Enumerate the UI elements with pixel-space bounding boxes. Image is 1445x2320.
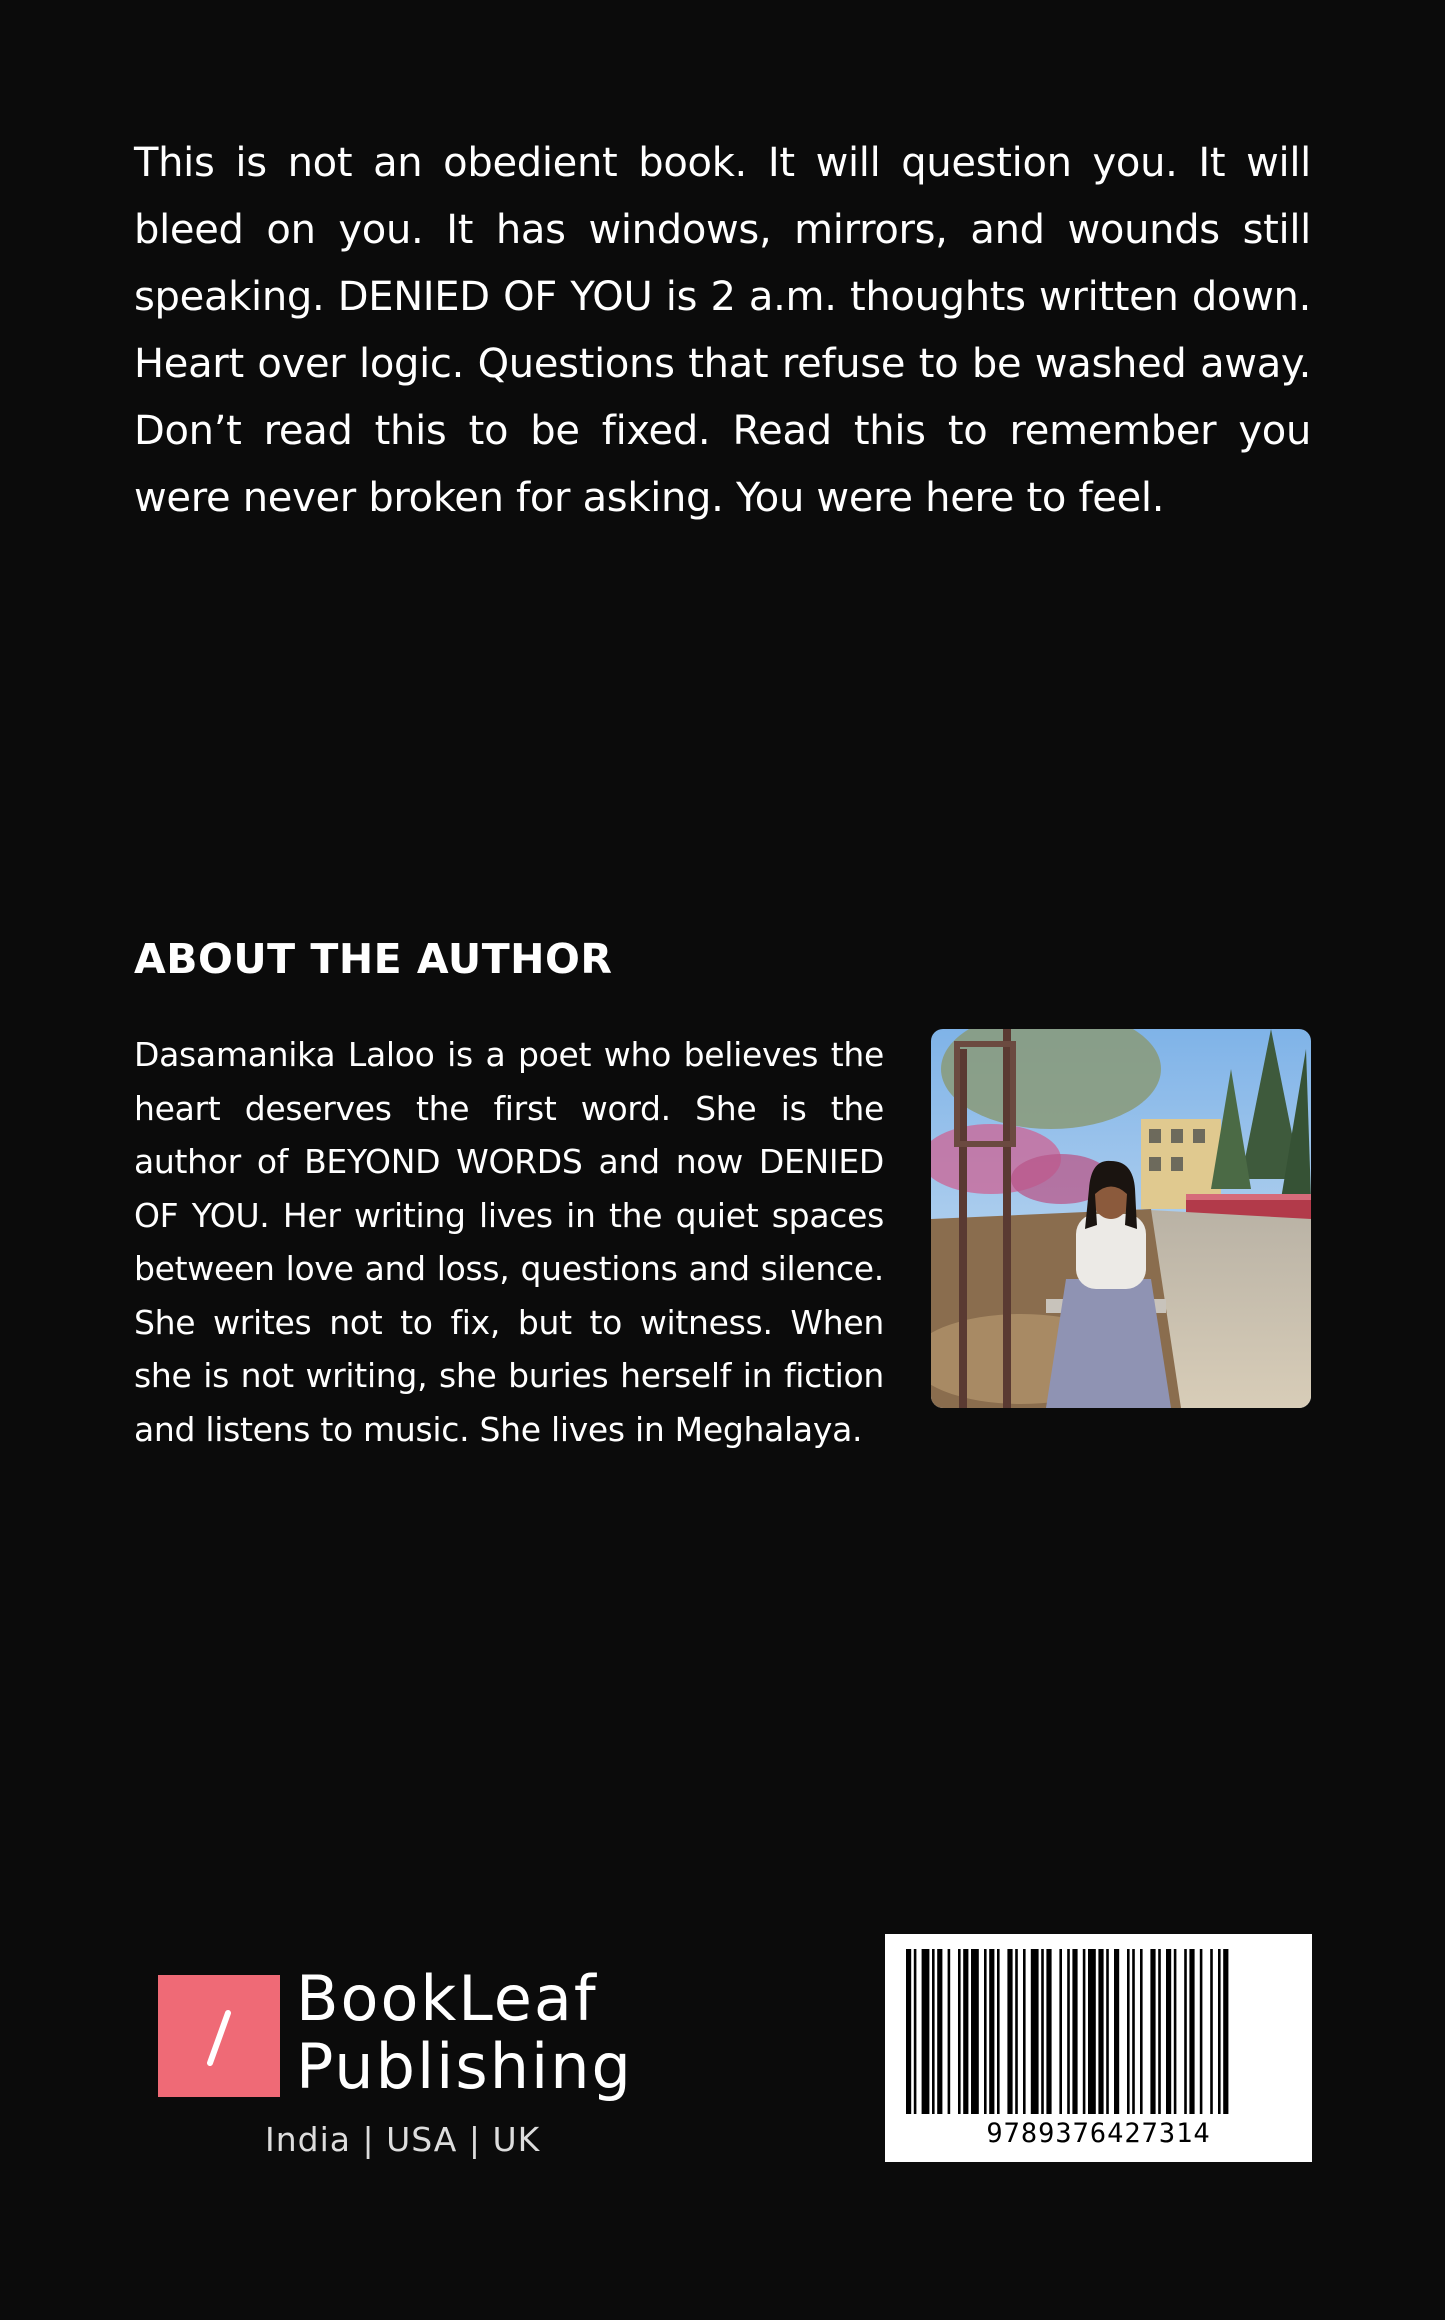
author-photo — [931, 1029, 1311, 1408]
slash-logo-icon — [158, 1975, 280, 2097]
publisher-name — [296, 1962, 633, 2103]
publisher-name-line2: Publishing — [296, 2030, 633, 2103]
isbn-number: 9789376427314 — [986, 2118, 1211, 2149]
isbn-barcode — [885, 1934, 1312, 2162]
publisher-name-line1: BookLeaf — [296, 1962, 598, 2035]
book-blurb: This is not an obedient book. It will question you. It will bleed on you. It has windows, mirrors, and wounds still speaking. DENIED OF YOU is 2 a.m. thoughts written down. Heart over logic. Questions that refuse to be washed away. Don’t read this to be fixed. Read this to remember you were never broken for asking. You were here to feel. — [134, 140, 1311, 521]
about-author-heading: ABOUT THE AUTHOR — [134, 935, 613, 983]
author-bio: Dasamanika Laloo is a poet who believes the heart deserves the first word. She is the author of BEYOND WORDS and now DENIED OF YOU. Her writing lives in the quiet spaces between love and loss, questions and silence. She writes not to fix, but to witness. When she is not writing, she buries herself in fiction and listens to music. She lives in Meghalaya. — [134, 1035, 884, 1449]
barcode-bars — [900, 1949, 1297, 2114]
publisher-logo — [158, 1975, 280, 2097]
publisher-regions: India | USA | UK — [265, 2120, 541, 2159]
